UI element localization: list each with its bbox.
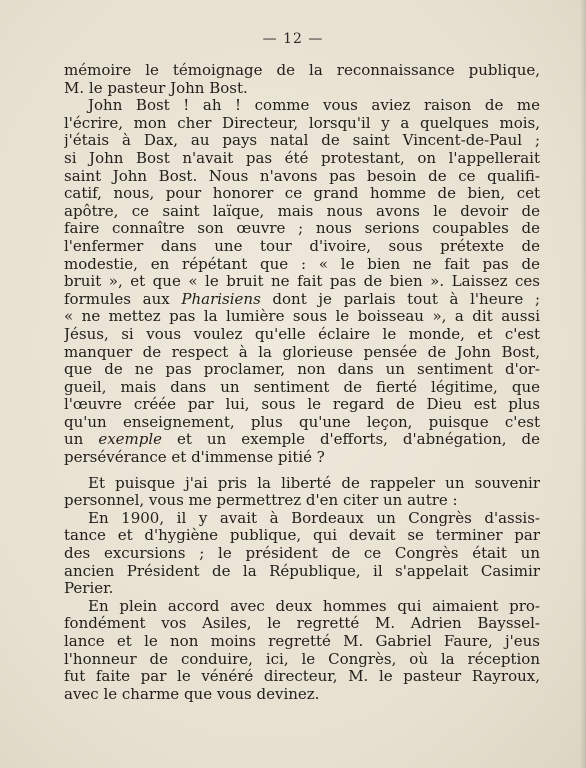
text-line: Perier. — [64, 580, 114, 598]
paragraph — [64, 475, 540, 510]
text-line: modestie, en répétant que : « le bien ne fait pas de — [64, 255, 540, 273]
text-line: j'étais à Dax, au pays natal de saint Vincent-de-Paul ; — [64, 132, 540, 150]
text-line: manquer de respect à la glorieuse pensée de John Bost, — [64, 343, 540, 361]
text-line: tance et d'hygiène publique, qui devait se terminer par — [64, 527, 540, 545]
text-line: En 1900, il y avait à Bordeaux un Congrès d'assis- — [88, 509, 540, 527]
paragraph — [64, 510, 540, 598]
text-line: catif, nous, pour honorer ce grand homme de bien, cet — [64, 185, 540, 203]
text-line: l'honneur de conduire, ici, le Congrès, où la réception — [64, 650, 540, 668]
body-text — [64, 62, 540, 703]
text-line: avec le charme que vous devinez. — [64, 685, 320, 703]
text-line: bruit », et que « le bruit ne fait pas de bien ». Laissez ces — [64, 273, 540, 291]
text-line: persévérance et d'immense pitié ? — [64, 449, 325, 467]
text-line: apôtre, ce saint laïque, mais nous avons le devoir de — [64, 202, 540, 220]
text-line: fut faite par le vénéré directeur, M. le pasteur Rayroux, — [64, 668, 540, 686]
paragraph — [64, 97, 540, 466]
text-line: l'enfermer dans une tour d'ivoire, sous prétexte de — [64, 237, 540, 255]
text-line: gueil, mais dans un sentiment de fierté légitime, que — [64, 378, 540, 396]
text-line: ancien Président de la République, il s'appelait Casimir — [64, 562, 540, 580]
paragraph — [64, 598, 540, 704]
text-line: des excursions ; le président de ce Congrès était un — [64, 545, 540, 563]
text-line: personnel, vous me permettrez d'en citer un autre : — [64, 492, 458, 510]
text-line: John Bost ! ah ! comme vous aviez raison de me — [88, 97, 540, 115]
text-line: faire connaître son œuvre ; nous serions coupables de — [64, 220, 540, 238]
page-edge-shadow — [580, 0, 586, 768]
paragraph-gap — [64, 467, 540, 475]
text-line: l'œuvre créée par lui, sous le regard de Dieu est plus — [64, 396, 540, 414]
text-line: M. le pasteur John Bost. — [64, 79, 248, 97]
page-number: — 12 — — [262, 31, 324, 47]
text-line: Jésus, si vous voulez qu'elle éclaire le monde, et c'est — [64, 325, 540, 343]
text-line: En plein accord avec deux hommes qui aimaient pro- — [88, 597, 540, 615]
text-line: lance et le non moins regretté M. Gabriel Faure, j'eus — [64, 633, 540, 650]
text-line: que de ne pas proclamer, non dans un sentiment d'or- — [64, 361, 540, 379]
text-line: saint John Bost. Nous n'avons pas besoin de ce qualifi- — [64, 167, 540, 185]
text-line: l'écrire, mon cher Directeur, lorsqu'il y a quelques mois, — [64, 114, 540, 132]
text-line: formules aux Pharisiens dont je parlais tout à l'heure ; — [64, 290, 540, 308]
paragraph — [64, 62, 540, 97]
text-line: si John Bost n'avait pas été protestant, on l'appellerait — [64, 149, 540, 167]
text-line: mémoire le témoignage de la reconnaissance publique, — [64, 62, 540, 79]
text-line: qu'un enseignement, plus qu'une leçon, puisque c'est — [64, 413, 540, 431]
text-line: fondément vos Asiles, le regretté M. Adrien Bayssel- — [64, 615, 540, 633]
text-line: Et puisque j'ai pris la liberté de rappeler un souvenir — [88, 474, 540, 492]
text-line: un exemple et un exemple d'efforts, d'abnégation, de — [64, 431, 540, 449]
text-line: « ne mettez pas la lumière sous le boisseau », a dit aussi — [64, 308, 540, 326]
